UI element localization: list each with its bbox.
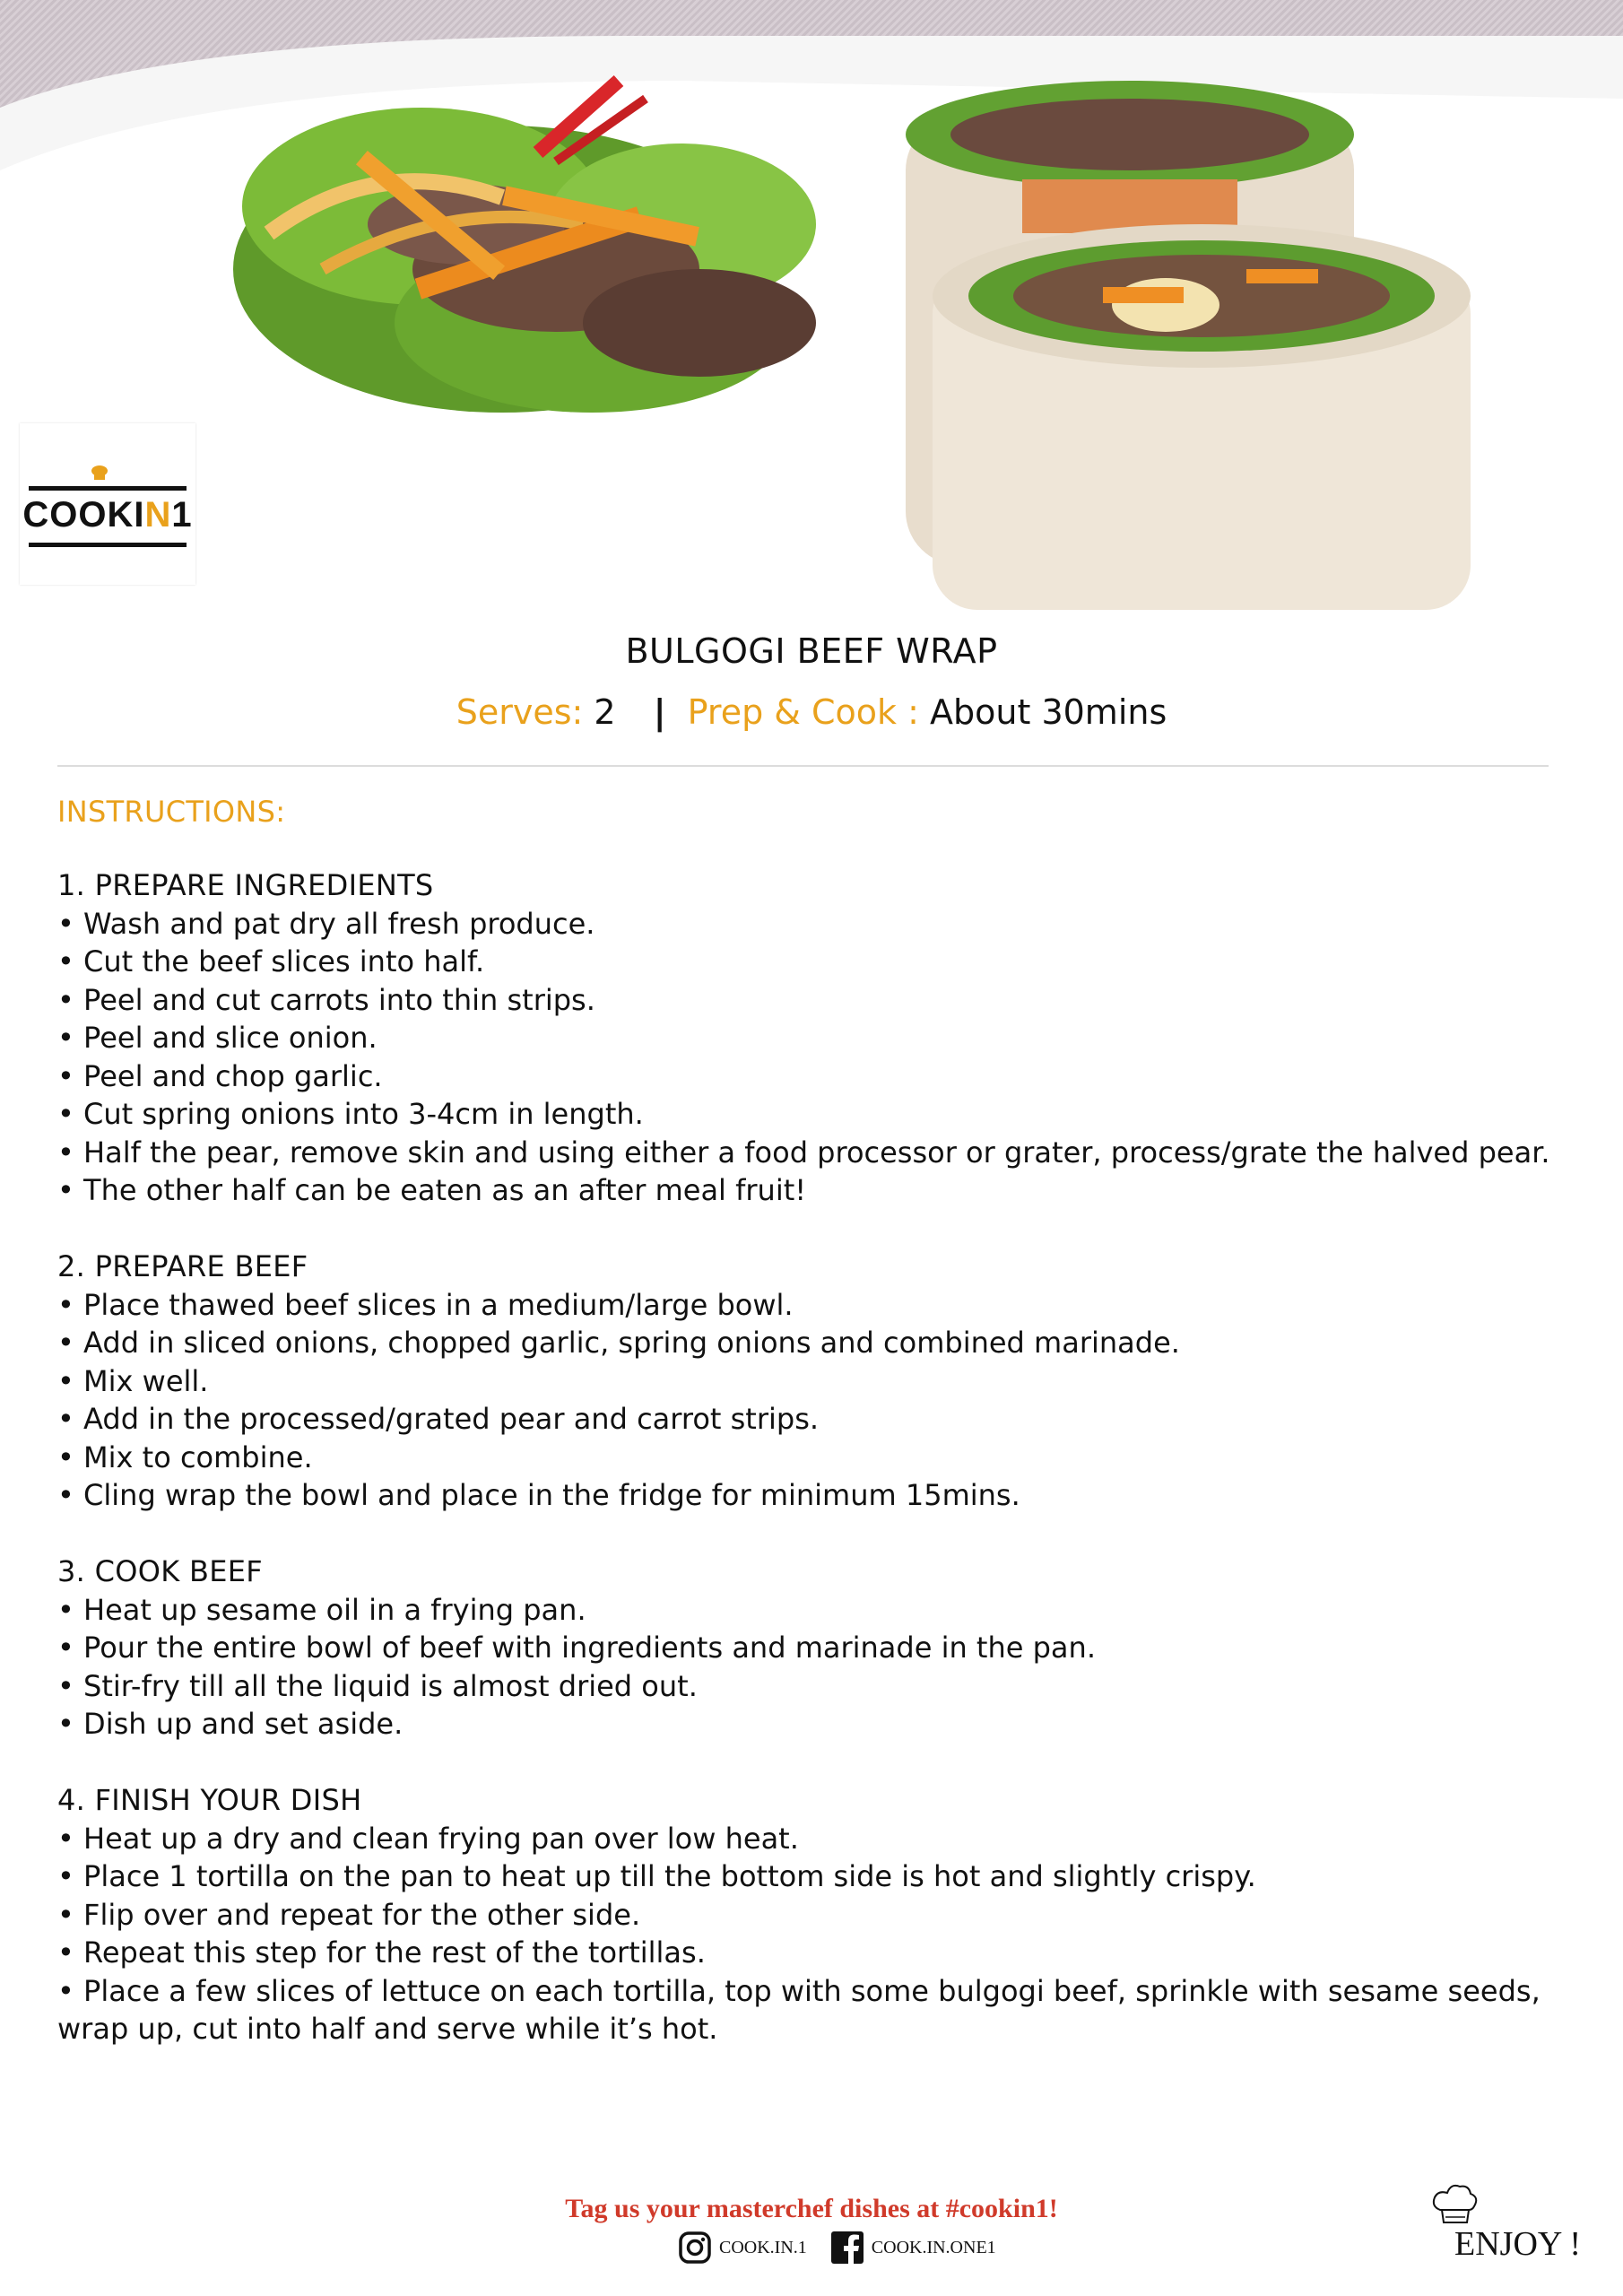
step: • Pour the entire bowl of beef with ingredients and marinade in the pan.	[57, 1631, 1096, 1665]
section-prepare-beef	[57, 1248, 1573, 1515]
social-links	[678, 2228, 996, 2267]
step: • Add in sliced onions, chopped garlic, spring onions and combined marinade.	[57, 1326, 1180, 1360]
section-title: 1. PREPARE INGREDIENTS	[57, 868, 434, 902]
enjoy-label: ENJOY !	[1454, 2225, 1582, 2263]
instructions-body	[57, 866, 1573, 2086]
step: • Cut the beef slices into half.	[57, 944, 485, 978]
step: • Place thawed beef slices in a medium/large bowl.	[57, 1287, 794, 1322]
prep-value: About 30mins	[930, 692, 1167, 732]
section-title: 3. COOK BEEF	[57, 1554, 263, 1588]
step: • Peel and chop garlic.	[57, 1058, 383, 1093]
facebook-handle[interactable]: COOK.IN.ONE1	[871, 2237, 996, 2257]
prep-label: Prep & Cook :	[687, 692, 919, 732]
facebook-icon[interactable]	[830, 2231, 864, 2265]
step: • Mix well.	[57, 1363, 209, 1398]
chef-hat-logo-icon	[90, 464, 109, 483]
food-illustration	[0, 0, 1623, 617]
section-title: 4. FINISH YOUR DISH	[57, 1783, 362, 1817]
step: • Place a few slices of lettuce on each tortilla, top with some bulgogi beef, sprinkle with sesame seeds, wrap up, cut into half and serve while it’s hot.	[57, 1973, 1541, 2046]
recipe-meta	[0, 692, 1623, 732]
serves-value: 2	[594, 692, 616, 732]
step: • Wash and pat dry all fresh produce.	[57, 906, 595, 941]
step: • Place 1 tortilla on the pan to heat up till the bottom side is hot and slightly crispy.	[57, 1859, 1256, 1893]
step: • Flip over and repeat for the other side.	[57, 1897, 641, 1932]
divider	[57, 765, 1549, 767]
step: • The other half can be eaten as an after meal fruit!	[57, 1173, 807, 1207]
step: • Dish up and set aside.	[57, 1707, 404, 1741]
step: • Heat up a dry and clean frying pan over low heat.	[57, 1821, 799, 1856]
footer-tagline: Tag us your masterchef dishes at #cookin1!	[565, 2194, 1058, 2223]
step: • Add in the processed/grated pear and carrot strips.	[57, 1402, 820, 1436]
step: • Peel and cut carrots into thin strips.	[57, 982, 595, 1017]
meta-separator: |	[653, 692, 666, 732]
step: • Stir-fry till all the liquid is almost dried out.	[57, 1668, 698, 1703]
section-finish-dish	[57, 1781, 1573, 2048]
step: • Cling wrap the bowl and place in the fridge for minimum 15mins.	[57, 1478, 1020, 1512]
step: • Heat up sesame oil in a frying pan.	[57, 1592, 586, 1627]
section-cook-beef	[57, 1552, 1573, 1744]
step: • Cut spring onions into 3-4cm in length.	[57, 1097, 644, 1131]
step: • Repeat this step for the rest of the tortillas.	[57, 1935, 706, 1970]
logo-wordmark: COOKIN1	[22, 495, 193, 535]
step: • Peel and slice onion.	[57, 1021, 378, 1055]
cookin1-logo	[20, 423, 195, 585]
serves-label: Serves:	[456, 692, 584, 732]
step: • Half the pear, remove skin and using either a food processor or grater, process/grate the halved pear.	[57, 1135, 1550, 1170]
hero-photo	[0, 0, 1623, 617]
section-title: 2. PREPARE BEEF	[57, 1249, 308, 1283]
recipe-title: BULGOGI BEEF WRAP	[625, 631, 998, 671]
section-prepare-ingredients	[57, 866, 1573, 1210]
instagram-handle[interactable]: COOK.IN.1	[719, 2237, 807, 2257]
step: • Mix to combine.	[57, 1439, 313, 1474]
instagram-icon[interactable]	[678, 2231, 712, 2265]
instructions-heading: INSTRUCTIONS:	[57, 795, 286, 829]
